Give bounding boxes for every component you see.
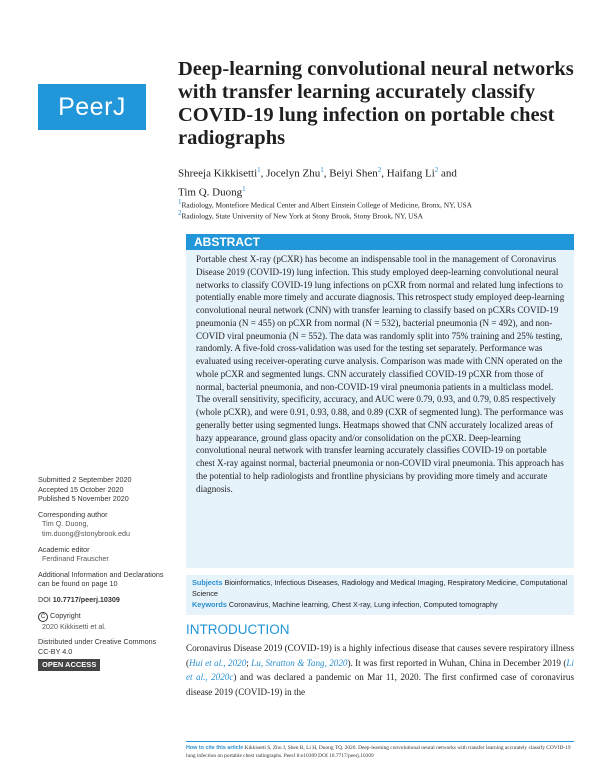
corresponding-author-label: Corresponding author (38, 509, 108, 519)
intro-text-part: ). It was first reported in Wuhan, China in December 2019 ( (347, 657, 567, 668)
accepted-date: Accepted 15 October 2020 (38, 484, 124, 494)
author-list: Shreeja Kikkisetti$^1$, Jocelyn Zhu$^1$, Beiyi Shen$^2$, Haifang Li$^2$ and Tim Q. Duong$^1$ (178, 166, 457, 199)
footer-divider (186, 741, 574, 742)
abstract-text: Portable chest X-ray (pCXR) has become an indispensable tool in the management of Coronavirus Disease 2019 (COVID-19) lung infection. This study employed deep-learning convolutional neural networks to classify COVID-19 lung infections on pCXR from normal and related lung infections to potentially enable more timely and accurate diagnosis. This retrospect study employed deep-learning convolutional neural network (CNN) with transfer learning to classify based on pCXRs COVID-19 pneumonia (N = 455) on pCXR from normal (N = 532), bacterial pneumonia (N = 492), and non-COVID viral pneumonia (N = 552). The data was randomly split into 75% training and 25% testing, randomly. A five-fold cross-validation was used for the testing set separately. Performance was evaluated using receiver-operating curve analysis. Comparison was made with CNN operated on the whole pCXR and segmented lungs. CNN accurately classified COVID-19 pCXR from those of normal, bacterial pneumonia, and non-COVID-19 viral pneumonia patients in a multiclass model. The overall sensitivity, specificity, accuracy, and AUC were 0.79, 0.93, and 0.79, 0.85 respectively (whole pCXR), and were 0.91, 0.93, 0.88, and 0.89 (CXR of segmented lung). The performance was generally better using segmented lungs. Heatmaps showed that CNN accurately localized areas of hazy appearance, ground glass opacity and/or consolidation on the pCXR. Deep-learning convolutional neural network with transfer learning accurately classifies COVID-19 on portable chest X-ray against normal, bacterial pneumonia or non-COVID viral pneumonia. This approach has the potential to help radiologists and frontline physicians by providing more timely and accurate diagnosis. (196, 254, 565, 494)
doi-line (38, 595, 168, 605)
intro-text-part: ; (246, 657, 252, 668)
affiliation-line (178, 208, 578, 221)
copyright-label (38, 611, 168, 622)
doi-link[interactable]: 10.7717/peerj.10309 (52, 594, 120, 604)
affiliation-marker: 2 (434, 166, 439, 174)
cite-text: Kikkisetti S, Zhu J, Shen B, Li H, Duong TQ. 2020. Deep-learning convolutional neural networks with transfer learning accurately classify COVID-19 lung infection on portable chest radiographs. PeerJ 8:e10309 DOI 10.7717/peerj.10309 (186, 745, 571, 759)
corresponding-author-name: Tim Q. Duong, (42, 519, 89, 529)
subjects-value: Bioinformatics, Infectious Diseases, Radiology and Medical Imaging, Respiratory Medicine, Computational Science (192, 578, 568, 598)
subjects-keywords (192, 577, 568, 610)
keywords-label: Keywords (192, 600, 227, 609)
intro-text-part: Coronavirus Disease 2019 (COVID-19) is a highly infectious disease that causes severe respiratory illness ( (186, 643, 574, 668)
copyright-icon: C (38, 612, 48, 622)
affiliation-text: Radiology, Montefiore Medical Center and Albert Einstein College of Medicine, Bronx, NY, USA (181, 200, 472, 210)
citation-footer (186, 744, 574, 760)
subjects-label: Subjects (192, 578, 223, 587)
copyright-holder: 2020 Kikkisetti et al. (42, 621, 106, 631)
affiliation-text: Radiology, State University of New York at Stony Brook, Stony Brook, NY, USA (181, 211, 423, 221)
citation-link[interactable]: Lu, Stratton & Tang, 2020 (251, 657, 348, 668)
intro-text-part: ) and was declared a pandemic on Mar 11, 2020. The first confirmed case of coronavirus disease 2019 (COVID-19) in the (186, 672, 574, 698)
author-name: Beiyi Shen (329, 167, 378, 180)
affiliation-marker: 2 (178, 209, 182, 217)
published-date: Published 5 November 2020 (38, 494, 129, 504)
academic-editor-label: Academic editor (38, 544, 90, 554)
introduction-text (186, 641, 574, 700)
author-name: Jocelyn Zhu (266, 167, 321, 180)
article-sidebar (38, 475, 168, 671)
abstract-heading: ABSTRACT (186, 234, 574, 250)
author-name: Haifang Li (386, 167, 435, 180)
additional-info: Additional Information and Declarations can be found on page 10 (38, 569, 164, 589)
affiliation-marker: 1 (320, 166, 324, 174)
open-access-badge: OPEN ACCESS (38, 659, 100, 671)
copyright-text: Copyright (50, 610, 81, 620)
academic-editor-name: Ferdinand Frauscher (42, 554, 109, 564)
affiliation-marker: 1 (257, 166, 261, 174)
cite-label: How to cite this article (186, 745, 244, 751)
citation-link[interactable]: Hui et al., 2020 (189, 657, 247, 668)
license-text: Distributed under Creative Commons CC-BY 4.0 (38, 637, 157, 656)
section-heading: INTRODUCTION (186, 622, 290, 637)
affiliation-marker: 1 (178, 198, 182, 206)
keywords-value: Coronavirus, Machine learning, Chest X-ray, Lung infection, Computed tomography (228, 600, 498, 609)
submitted-date: Submitted 2 September 2020 (38, 475, 132, 484)
author-name: Shreeja Kikkisetti (178, 167, 258, 180)
peerj-logo: PeerJ (38, 84, 146, 130)
corresponding-author-email[interactable]: tim.duong@stonybrook.edu (42, 528, 131, 538)
affiliation-marker: 2 (377, 166, 382, 174)
doi-label: DOI (38, 594, 51, 604)
author-name: Tim Q. Duong (178, 186, 243, 199)
affiliation-marker: 1 (242, 184, 246, 193)
citation-link[interactable]: Li et al., 2020c (186, 657, 574, 683)
paper-title: Deep-learning convolutional neural networks with transfer learning accurately classify COVID-19 lung infection on portable chest radiographs (178, 58, 574, 149)
